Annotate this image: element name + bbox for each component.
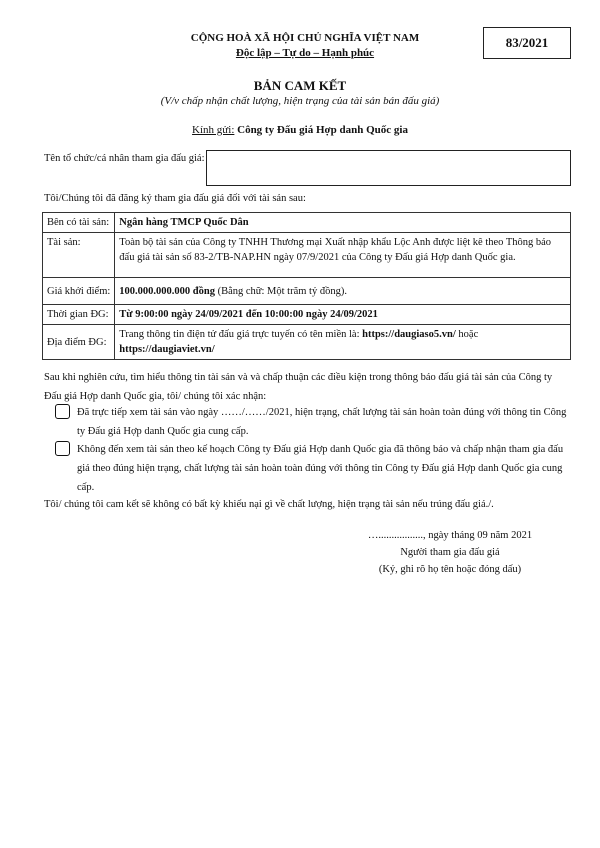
table-row [43,305,571,325]
price-words: (Bằng chữ: Một trăm tỷ đồng). [214,285,347,297]
place-cell [115,325,571,360]
place-or: hoặc [455,329,479,340]
time-value: Từ 9:00:00 ngày 24/09/2021 đến 10:00:00 ngày 24/09/2021 [115,305,571,325]
commitment-text: Tôi/ chúng tôi cam kết sẽ không có bất kỳ khiếu nại gì về chất lượng, hiện trạng tài sản nếu trúng đấu giá./. [44,499,494,510]
signature-note: (Ký, ghi rõ họ tên hoặc đóng dấu) [378,564,522,575]
national-title: CỘNG HOÀ XÃ HỘI CHỦ NGHĨA VIỆT NAM [190,32,420,44]
asset-info-table [42,212,571,360]
recipient-label: Kính gửi: [192,124,235,136]
place-label: Địa điểm ĐG: [43,325,115,360]
recipient-line [0,124,600,136]
table-row [43,325,571,360]
price-value: 100.000.000.000 đồng [119,285,215,297]
document-number-box [483,27,571,59]
signature-date-line: …................., ngày tháng 09 năm 2021 [367,530,533,541]
option-2-checkbox[interactable] [55,441,70,456]
option-1-text: Đã trực tiếp xem tài sản vào ngày ……/……/2021, hiện trạng, chất lượng tài sản hoàn toàn đúng với thông tin Công ty Đấu giá Hợp danh Quốc gia cung cấp. [77,407,567,437]
place-url-1[interactable]: https://daugiaso5.vn/ [362,329,456,340]
table-row [43,213,571,233]
document-number: 83/2021 [505,35,549,50]
owner-value: Ngân hàng TMCP Quốc Dân [115,213,571,233]
time-label: Thời gian ĐG: [43,305,115,325]
document-title: BẢN CAM KẾT [253,78,347,93]
asset-value: Toàn bộ tài sản của Công ty TNHH Thương mại Xuất nhập khẩu Lộc Anh được liệt kê theo Thông báo đấu giá tài sản số 83-2/TB-NAP.HN ngày 07/9/2021 của Công ty Đấu giá Hợp danh Quốc gia. [115,233,571,278]
motto: Độc lập – Tự do – Hạnh phúc [235,47,375,59]
recipient-name: Công ty Đấu giá Hợp danh Quốc gia [237,124,408,136]
confirm-paragraph: Sau khi nghiên cứu, tìm hiểu thông tin tài sản và và chấp thuận các điều kiện trong thông báo đấu giá tài sản của Công ty Đấu giá Hợp danh Quốc gia, tôi/ chúng tôi xác nhận: [44,372,553,402]
table-row [43,278,571,305]
price-label: Giá khởi điểm: [43,278,115,305]
price-cell [115,278,571,305]
intro-text: Tôi/Chúng tôi đã đăng ký tham gia đấu giá đối với tài sản sau: [44,193,306,204]
option-2-text: Không đến xem tài sản theo kế hoạch Công ty Đấu giá Hợp danh Quốc gia đã thông báo và chấp nhận tham gia đấu giá theo đúng hiện trạng, chất lượng tài sản hoàn toàn đúng với thông tin Công ty Đấu giá Hợp danh Quốc gia cung cấp. [77,444,564,493]
place-text: Trang thông tin điện tử đấu giá trực tuyến có tên miền là: [119,329,363,340]
applicant-label: Tên tổ chức/cá nhân tham gia đấu giá: [44,153,205,164]
asset-label: Tài sản: [43,233,115,278]
signature-signer: Người tham gia đấu giá [400,547,500,558]
applicant-name-field[interactable] [206,150,571,186]
place-url-2[interactable]: https://daugiaviet.vn/ [119,344,215,355]
table-row [43,233,571,278]
option-1-checkbox[interactable] [55,404,70,419]
owner-label: Bên có tài sản: [43,213,115,233]
document-subtitle: (V/v chấp nhận chất lượng, hiện trạng của tài sản bán đấu giá) [160,95,440,107]
